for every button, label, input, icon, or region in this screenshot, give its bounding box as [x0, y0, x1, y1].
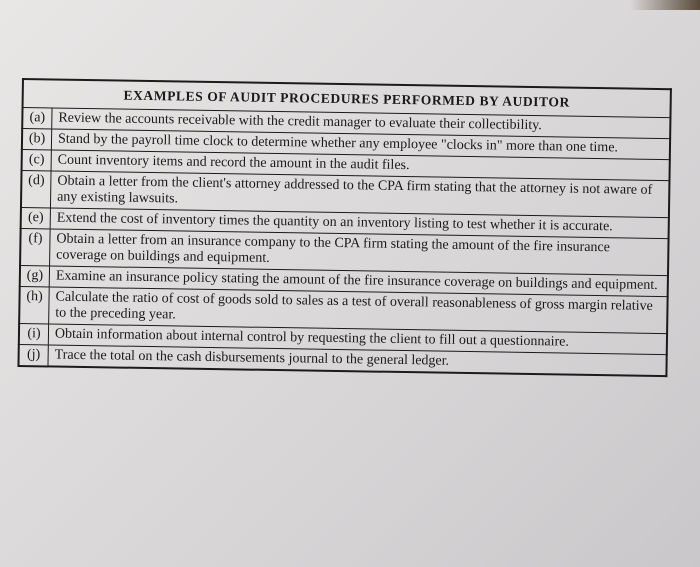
background-corner [630, 0, 700, 10]
row-text: Obtain information about internal control by requesting the client to fill out a questionnaire. [48, 324, 667, 355]
paper-sheet [17, 78, 671, 377]
row-letter: (d) [21, 171, 51, 208]
row-letter: (a) [22, 108, 52, 129]
row-letter: (h) [19, 286, 49, 323]
row-text: Stand by the payroll time clock to determine whether any employee "clocks in" more than one time. [51, 129, 670, 160]
row-letter: (f) [20, 228, 50, 265]
row-text: Obtain a letter from an insurance company to the CPA firm stating the amount of the fire insurance coverage on buildings and equipment. [50, 229, 669, 276]
row-letter: (c) [22, 150, 52, 171]
row-text: Review the accounts receivable with the credit manager to evaluate their collectibility. [52, 108, 671, 139]
row-letter: (j) [18, 344, 48, 366]
row-text: Count inventory items and record the amount in the audit files. [51, 150, 670, 181]
row-text: Obtain a letter from the client's attorney addressed to the CPA firm stating that the attorney is not aware of any existing lawsuits. [50, 171, 669, 218]
row-text: Examine an insurance policy stating the amount of the fire insurance coverage on buildings and equipment. [49, 266, 668, 297]
row-text: Calculate the ratio of cost of goods sold to sales as a test of overall reasonableness of gross margin relative to the preceding year. [49, 287, 668, 334]
row-text: Extend the cost of inventory times the quantity on an inventory listing to test whether it is accurate. [50, 208, 669, 239]
row-text: Trace the total on the cash disbursements journal to the general ledger. [48, 345, 667, 376]
audit-procedures-table [17, 78, 671, 377]
row-letter: (i) [19, 323, 49, 344]
table-title: EXAMPLES OF AUDIT PROCEDURES PERFORMED BY AUDITOR [23, 79, 671, 118]
row-letter: (e) [21, 207, 51, 228]
row-letter: (g) [20, 265, 50, 286]
row-letter: (b) [22, 129, 52, 150]
